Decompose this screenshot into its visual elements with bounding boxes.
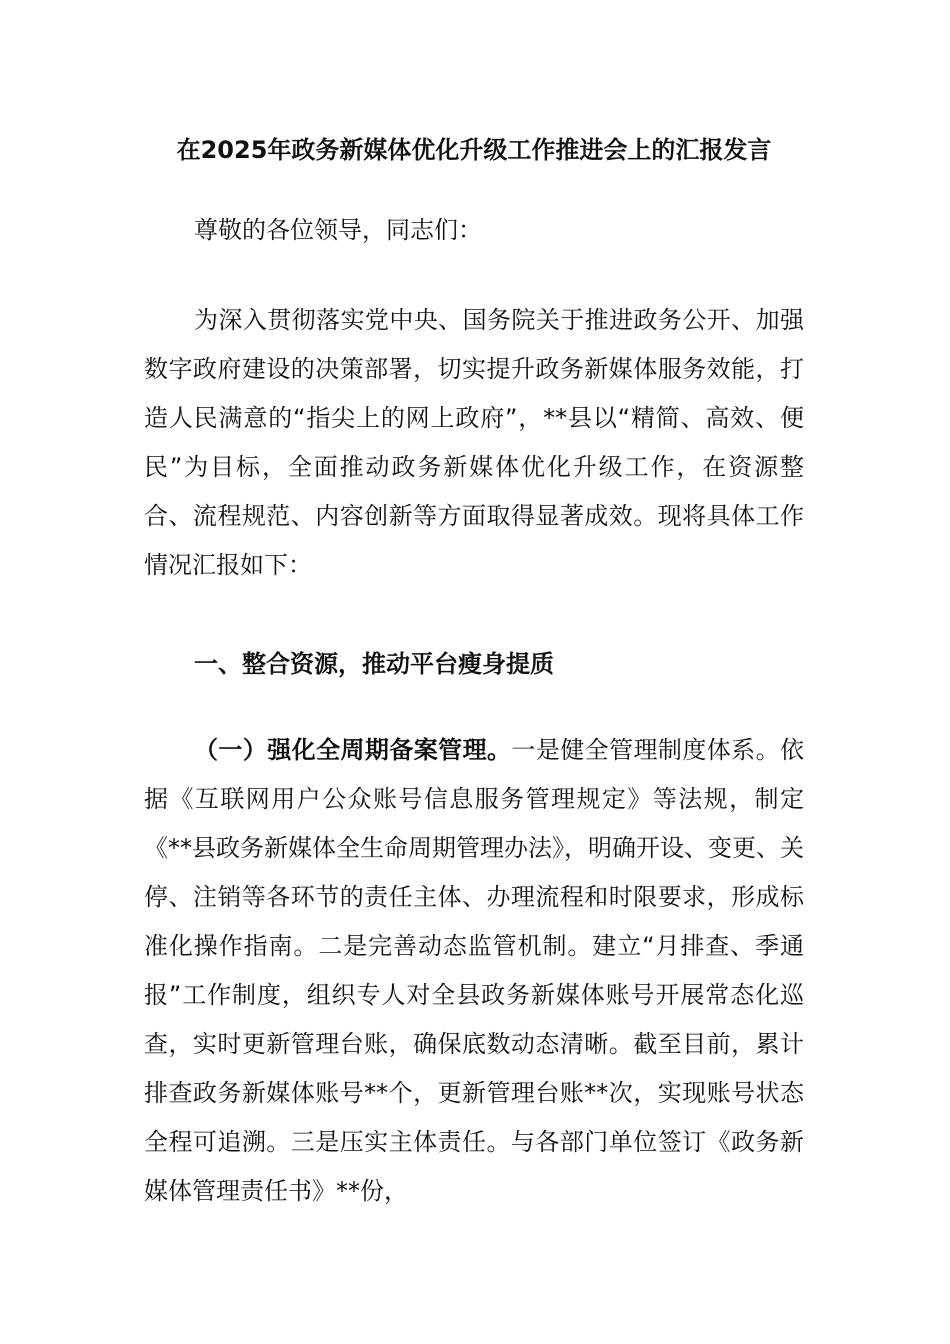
document-title: 在2025年政务新媒体优化升级工作推进会上的汇报发言 [176,136,772,164]
salutation: 尊敬的各位领导，同志们： [194,216,482,244]
subsection-paragraph-1 [144,726,804,1216]
section-heading-1: 一、整合资源，推动平台瘦身提质 [194,650,554,678]
intro-paragraph: 为深入贯彻落实党中央、国务院关于推进政务公开、加强数字政府建设的决策部署，切实提升政务新媒体服务效能，打造人民满意的“指尖上的网上政府”，**县以“精简、高效、便民”为目标，全面推动政务新媒体优化升级工作，在资源整合、流程规范、内容创新等方面取得显著成效。现将具体工作情况汇报如下： [144,306,804,579]
document-body [144,128,804,1216]
subsection-lead-1: （一）强化全周期备案管理。 [194,736,512,764]
subsection-body-1: 一是健全管理制度体系。依据《互联网用户公众账号信息服务管理规定》等法规，制定《**县政务新媒体全生命周期管理办法》，明确开设、变更、关停、注销等各环节的责任主体、办理流程和时限要求，形成标准化操作指南。二是完善动态监管机制。建立“月排查、季通报”工作制度，组织专人对全县政务新媒体账号开展常态化巡查，实时更新管理台账，确保底数动态清晰。截至目前，累计排查政务新媒体账号**个，更新管理台账**次，实现账号状态全程可追溯。三是压实主体责任。与各部门单位签订《政务新媒体管理责任书》**份， [144,736,805,1205]
